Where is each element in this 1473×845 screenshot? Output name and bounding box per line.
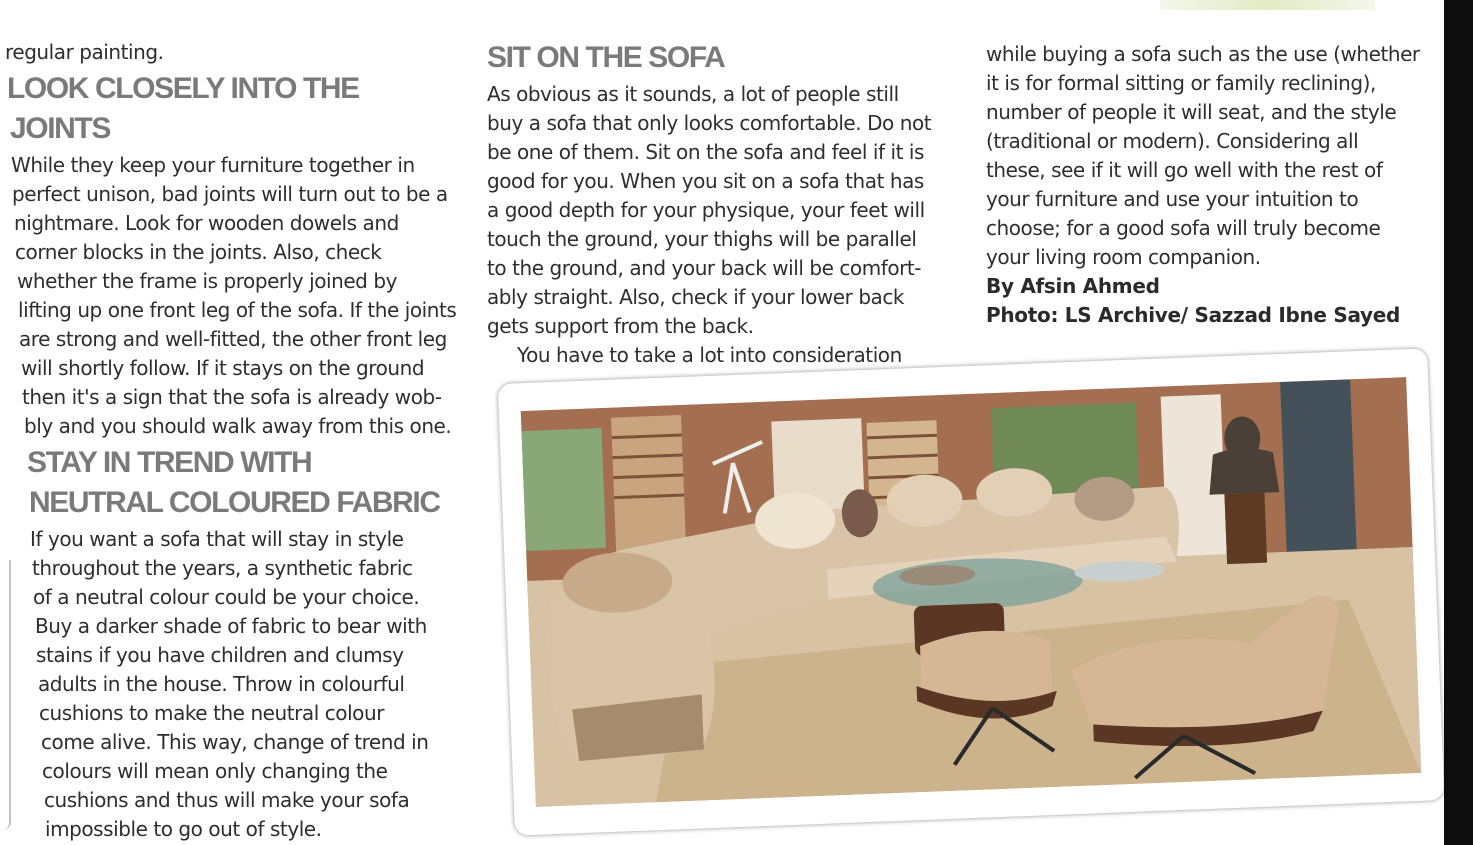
text-line: touch the ground, your thighs will be parallel (487, 227, 917, 251)
joints-heading-line: LOOK CLOSELY INTO THE (7, 72, 359, 105)
text-line: be one of them. Sit on the sofa and feel if it is (487, 140, 924, 164)
sofa-paragraph (487, 80, 957, 370)
column-3 (986, 40, 1446, 330)
page-edge (1444, 0, 1473, 845)
text-line: buy a sofa that only looks comfortable. Do not (487, 111, 932, 135)
column-1 (5, 38, 460, 844)
text-line: corner blocks in the joints. Also, check (15, 240, 382, 264)
trend-heading (27, 443, 460, 523)
trend-heading-line: STAY IN TREND WITH (27, 446, 312, 479)
text-line: cushions to make the neutral colour (39, 701, 384, 725)
trend-heading-line: NEUTRAL COLOURED FABRIC (29, 486, 440, 519)
sofa-heading: SIT ON THE SOFA (487, 41, 725, 74)
living-room-photo (521, 377, 1422, 807)
text-line: You have to take a lot into consideration (517, 343, 902, 367)
text-line: adults in the house. Throw in colourful (38, 672, 405, 696)
text-line: (traditional or modern). Considering all (986, 129, 1359, 153)
joints-heading (7, 69, 460, 149)
text-line: good for you. When you sit on a sofa that has (487, 169, 924, 193)
text-line: nightmare. Look for wooden dowels and (14, 211, 399, 235)
text-line: perfect unison, bad joints will turn out to be a (12, 182, 448, 206)
text-line: choose; for a good sofa will truly become (986, 216, 1381, 240)
text-line: ably straight. Also, check if your lower back (487, 285, 905, 309)
text-line: then it's a sign that the sofa is already wob- (22, 385, 442, 409)
text-line: are strong and well-fitted, the other front leg (19, 327, 447, 351)
text-line: come alive. This way, change of trend in (41, 730, 429, 754)
text-line: while buying a sofa such as the use (whether (986, 42, 1420, 66)
text-line: throughout the years, a synthetic fabric (32, 556, 413, 580)
text-line: stains if you have children and clumsy (36, 643, 404, 667)
text-line: bly and you should walk away from this one. (24, 414, 452, 438)
text-line: to the ground, and your back will be comfort- (487, 256, 922, 280)
photo-credit: Photo: LS Archive/ Sazzad Ibne Sayed (986, 303, 1401, 327)
text-line: your furniture and use your intuition to (986, 187, 1359, 211)
text-line: If you want a sofa that will stay in style (30, 527, 404, 551)
text-line: While they keep your furniture together in (11, 153, 415, 177)
trend-paragraph (5, 525, 460, 844)
text-line: of a neutral colour could be your choice. (33, 585, 420, 609)
text-line: colours will mean only changing the (42, 759, 388, 783)
joints-paragraph (5, 151, 460, 441)
author-byline: By Afsin Ahmed (986, 274, 1160, 298)
text-line: Buy a darker shade of fabric to bear with (35, 614, 427, 638)
text-line: impossible to go out of style. (45, 817, 322, 841)
text-line: gets support from the back. (487, 314, 754, 338)
text-line: will shortly follow. If it stays on the ground (21, 356, 425, 380)
text-line: a good depth for your physique, your feet will (487, 198, 925, 222)
text-line: whether the frame is properly joined by (17, 269, 397, 293)
text-line: these, see if it will go well with the rest of (986, 158, 1383, 182)
joints-heading-line: JOINTS (10, 112, 110, 145)
text-line: As obvious as it sounds, a lot of people still (487, 82, 899, 106)
living-room-illustration (521, 377, 1422, 807)
top-decoration (1160, 0, 1375, 10)
photo-frame (498, 348, 1445, 835)
lead-line: regular painting. (5, 40, 164, 64)
column-2 (487, 38, 957, 370)
text-line: number of people it will seat, and the style (986, 100, 1397, 124)
text-line: your living room companion. (986, 245, 1261, 269)
text-line: it is for formal sitting or family reclining), (986, 71, 1376, 95)
text-line: lifting up one front leg of the sofa. If the joints (18, 298, 457, 322)
text-line: cushions and thus will make your sofa (44, 788, 410, 812)
